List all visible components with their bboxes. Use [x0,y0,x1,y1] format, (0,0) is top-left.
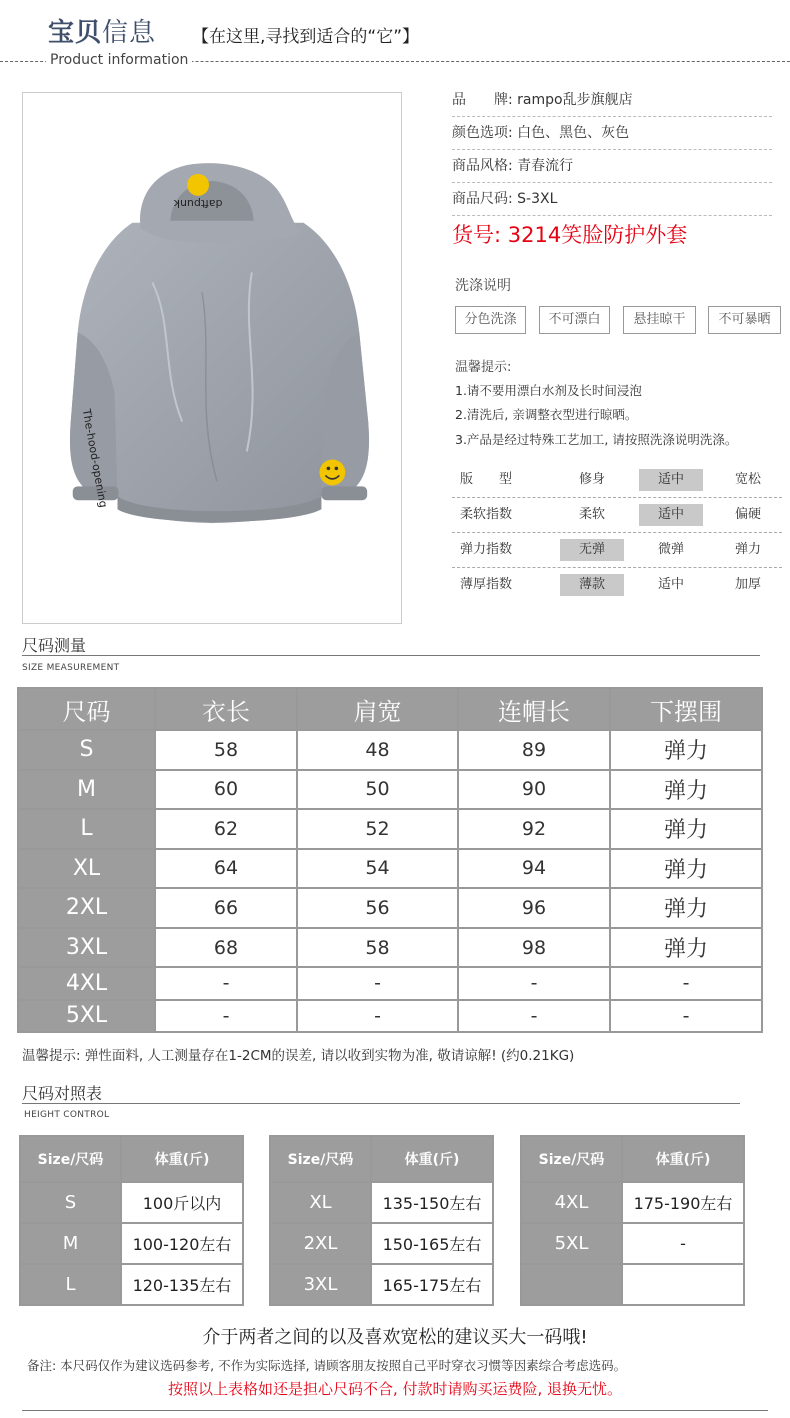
table-cell: 弹力 [610,888,762,928]
table-cell: 56 [297,888,458,928]
property-option: 加厚 [734,577,761,592]
table-row [18,809,762,849]
table-cell: 弹力 [610,849,762,889]
table-cell: 100-120左右 [121,1223,243,1264]
product-info [452,84,772,254]
header-cell: 下摆围 [610,688,762,730]
table-row [18,770,762,810]
table-row [270,1264,493,1305]
table-cell: - [155,1000,297,1032]
size-cell: 3XL [18,928,155,968]
table-cell: - [458,967,610,999]
header-cell: Size/尺码 [521,1136,622,1182]
table-cell: 94 [458,849,610,889]
info-brand: 品 牌: rampo乱步旗舰店 [452,84,772,117]
table-cell: 175-190左右 [622,1182,744,1223]
table-cell: 89 [458,730,610,770]
table-cell: - [610,1000,762,1032]
size-cell: M [20,1223,121,1264]
measure-note: 温馨提示: 弹性面料, 人工测量存在1-2CM的误差, 请以收到实物为准, 敬请谅解! (约0.21KG) [22,1048,575,1064]
hood-text: daftpunk [173,196,223,210]
header-cell: 连帽长 [458,688,610,730]
size-cell: 4XL [18,967,155,999]
property-row-elasticity [452,533,782,568]
size-cell: XL [270,1182,371,1223]
advice-text: 介于两者之间的以及喜欢宽松的建议买大一码哦! [202,1327,588,1348]
property-option: 柔软 [578,507,605,522]
size-table [17,687,763,1033]
table-cell: 50 [297,770,458,810]
header [0,0,790,80]
size-cell: 5XL [521,1223,622,1264]
table-cell: 54 [297,849,458,889]
wash-item: 分色洗涤 [455,306,526,334]
property-label: 版 型 [459,472,512,487]
property-option: 宽松 [734,472,761,487]
info-item-number: 货号: 3214笑脸防护外套 [452,223,688,247]
table-cell: 48 [297,730,458,770]
height-table [520,1135,745,1306]
table-row [18,730,762,770]
table-cell: 135-150左右 [371,1182,493,1223]
table-cell [622,1264,744,1305]
table-row [20,1264,243,1305]
size-cell: 3XL [270,1264,371,1305]
table-row [270,1223,493,1264]
table-cell: 58 [297,928,458,968]
size-section-title: 尺码测量 [22,636,87,655]
header-cell: 体重(斤) [622,1136,744,1182]
property-option: 修身 [578,472,605,487]
table-cell: 150-165左右 [371,1223,493,1264]
property-row-softness [452,498,782,533]
info-style: 商品风格: 青春流行 [452,150,772,183]
table-row [270,1182,493,1223]
table-row [521,1264,744,1305]
table-row [521,1182,744,1223]
table-row [18,928,762,968]
size-cell: S [18,730,155,770]
table-cell: 弹力 [610,928,762,968]
height-section-divider [22,1103,740,1104]
table-row [18,1000,762,1032]
size-cell: XL [18,849,155,889]
header-cell: 肩宽 [297,688,458,730]
property-label: 薄厚指数 [459,577,512,592]
size-table-header [18,688,762,730]
table-cell: - [610,967,762,999]
property-label: 弹力指数 [459,542,512,557]
size-section-en: SIZE MEASUREMENT [22,663,120,673]
product-photo [22,92,402,624]
height-table [269,1135,494,1306]
remark-text: 备注: 本尺码仅作为建议选码参考, 不作为实际选择, 请顾客朋友按照自己平时穿衣习惯等因素综合考虑选码。 [27,1358,627,1373]
table-cell: 96 [458,888,610,928]
wash-item: 不可漂白 [539,306,610,334]
property-row-fit [452,463,782,498]
table-row [18,967,762,999]
table-cell: 120-135左右 [121,1264,243,1305]
header-cell: 衣长 [155,688,297,730]
tip-line: 1.请不要用漂白水剂及长时间浸泡 [455,383,642,398]
property-label: 柔软指数 [459,507,512,522]
property-row-thickness [452,568,782,603]
table-row [521,1223,744,1264]
warning-text: 按照以上表格如还是担心尺码不合, 付款时请购买运费险, 退换无忧。 [167,1380,623,1398]
size-cell [521,1264,622,1305]
size-cell: 2XL [270,1223,371,1264]
size-cell: 4XL [521,1182,622,1223]
header-subtitle: 【在这里,寻找到适合的“它”】 [192,27,420,47]
tips-title: 温馨提示: [455,360,512,375]
tip-line: 3.产品是经过特殊工艺加工, 请按照洗涤说明洗涤。 [455,432,738,447]
table-cell: - [155,967,297,999]
height-section-en: HEIGHT CONTROL [24,1110,110,1120]
size-cell: L [18,809,155,849]
table-cell: 92 [458,809,610,849]
table-row [20,1182,243,1223]
property-option-selected: 薄款 [560,574,624,596]
property-option: 微弹 [657,542,684,557]
sleeve-text: The-hood-opening [79,407,110,509]
table-cell: 62 [155,809,297,849]
height-table [19,1135,244,1306]
table-cell: 64 [155,849,297,889]
table-cell: 52 [297,809,458,849]
info-sizes: 商品尺码: S-3XL [452,183,772,216]
height-section-title: 尺码对照表 [22,1084,103,1103]
bottom-divider [22,1410,768,1411]
header-title: 宝贝信息 [48,18,157,48]
table-cell: 66 [155,888,297,928]
info-colors: 颜色选项: 白色、黑色、灰色 [452,117,772,150]
header-cell: 体重(斤) [371,1136,493,1182]
size-cell: L [20,1264,121,1305]
table-cell: - [622,1223,744,1264]
table-cell: 90 [458,770,610,810]
table-row [20,1223,243,1264]
table-cell: 弹力 [610,730,762,770]
table-cell: 弹力 [610,809,762,849]
header-cell: Size/尺码 [270,1136,371,1182]
size-cell: 5XL [18,1000,155,1032]
property-option-selected: 无弹 [560,539,624,561]
size-section-divider [22,655,760,656]
table-cell: 弹力 [610,770,762,810]
table-cell: 58 [155,730,297,770]
wash-title: 洗涤说明 [455,278,511,294]
property-option: 偏硬 [734,507,761,522]
property-option: 适中 [657,577,684,592]
table-cell: - [297,967,458,999]
wash-item: 悬挂晾干 [623,306,696,334]
size-cell: 2XL [18,888,155,928]
property-option-selected: 适中 [639,469,703,491]
table-row [18,888,762,928]
wash-item: 不可暴晒 [708,306,781,334]
size-cell: S [20,1182,121,1223]
size-cell: M [18,770,155,810]
table-cell: 68 [155,928,297,968]
table-cell: - [297,1000,458,1032]
header-cell: 体重(斤) [121,1136,243,1182]
table-cell: - [458,1000,610,1032]
tip-line: 2.清洗后, 亲调整衣型进行晾晒。 [455,407,638,422]
header-en: Product information [46,52,192,68]
table-cell: 100斤以内 [121,1182,243,1223]
property-option: 弹力 [734,542,761,557]
header-cell: 尺码 [18,688,155,730]
header-cell: Size/尺码 [20,1136,121,1182]
table-cell: 60 [155,770,297,810]
property-option-selected: 适中 [639,504,703,526]
table-cell: 98 [458,928,610,968]
table-row [18,849,762,889]
table-cell: 165-175左右 [371,1264,493,1305]
